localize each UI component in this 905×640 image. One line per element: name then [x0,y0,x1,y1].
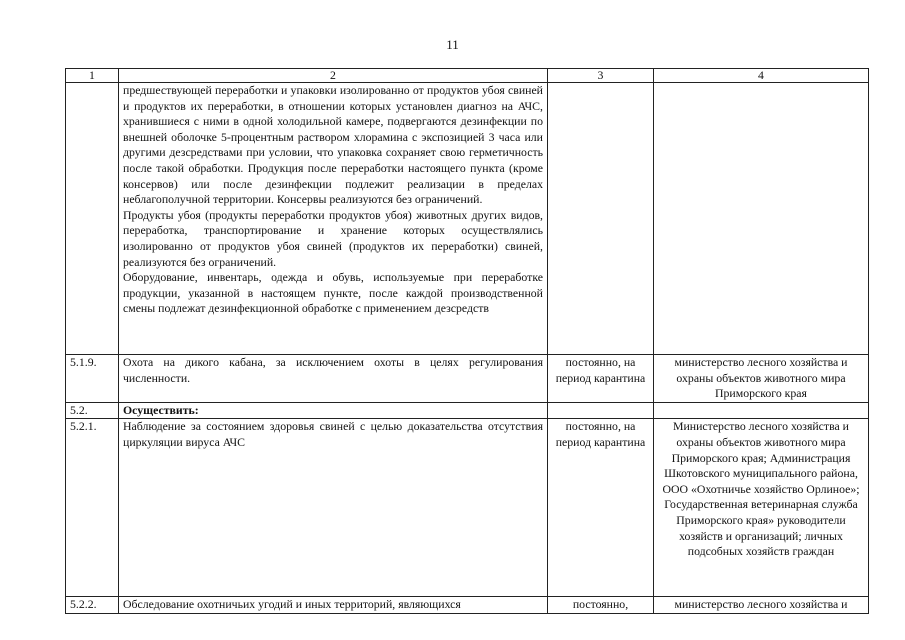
row-term [548,402,654,419]
row-responsible: министерство лесного хозяйства и охраны объектов животного мира Приморского края [654,355,869,403]
row-number [66,83,119,355]
column-header: 2 [119,69,548,83]
responsible-text: министерство лесного хозяйства и [674,597,848,612]
paragraph: Наблюдение за состоянием здоровья свиней с целью доказательства отсутствия циркуляции вируса АЧС [123,419,543,449]
row-term: постоянно, на период карантина [548,355,654,403]
paragraph: Оборудование, инвентарь, одежда и обувь, используемые при переработке продукции, указанной в настоящем пункте, после каждой производственной смены подлежат дезинфекционной обработке с применением дезсредств [123,270,543,316]
row-text [119,597,548,614]
row-number: 5.2. [66,402,119,419]
row-responsible: Министерство лесного хозяйства и охраны объектов животного мира Приморского края; Администрация Шкотовского муниципального района, ООО «Охотничье хозяйство Орлиное»; Государственная ветеринарная служба Приморского края» руководители хозяйств и организаций; личных подсобных хозяйств граждан [654,419,869,597]
row-number: 5.2.1. [66,419,119,597]
column-header: 4 [654,69,869,83]
paragraph: Осуществить: [123,402,199,417]
row-term: постоянно, на период карантина [548,419,654,597]
paragraph: предшествующей переработки и упаковки изолированно от продуктов убоя свиней и продуктов их переработки, в отношении которых установлен диагноз на АЧС, хранившиеся с ними в одной холодильной камере, подвергаются дезинфекции по внешней оболочке 5-процентным раствором хлорамина с экспозицией 3 часа или другими дезсредствами при условии, что упаковка сохраняет свою герметичность после такой обработки. Продукция после переработки настоящего пункта (кроме консервов) или после дезинфекции подлежит реализации в пределах неблагополучной территории. Консервы реализуются без ограничений. [123,83,543,207]
table-row [66,402,869,419]
table-row [66,355,869,403]
row-responsible [654,597,869,614]
table-row [66,83,869,355]
row-responsible [654,402,869,419]
table-row [66,597,869,614]
row-text [119,83,548,355]
row-term [548,597,654,614]
row-text [119,419,548,597]
column-header: 3 [548,69,654,83]
table-row [66,419,869,597]
row-number: 5.2.2. [66,597,119,614]
page-number: 11 [446,37,459,52]
term-text: постоянно, [572,597,629,612]
row-text [119,402,548,419]
measures-table [65,68,869,614]
table-header-row [66,69,869,83]
paragraph: Обследование охотничьих угодий и иных территорий, являющихся [123,597,461,612]
row-text [119,355,548,403]
row-responsible [654,83,869,355]
column-header: 1 [66,69,119,83]
paragraph: Охота на дикого кабана, за исключением охоты в целях регулирования численности. [123,355,543,385]
row-number: 5.1.9. [66,355,119,403]
paragraph: Продукты убоя (продукты переработки продуктов убоя) животных других видов, переработка, транспортирование и хранение которых осуществлялись изолированно от продуктов убоя свиней (продуктов их переработки) свиней, реализуются без ограничений. [123,207,543,269]
row-term [548,83,654,355]
